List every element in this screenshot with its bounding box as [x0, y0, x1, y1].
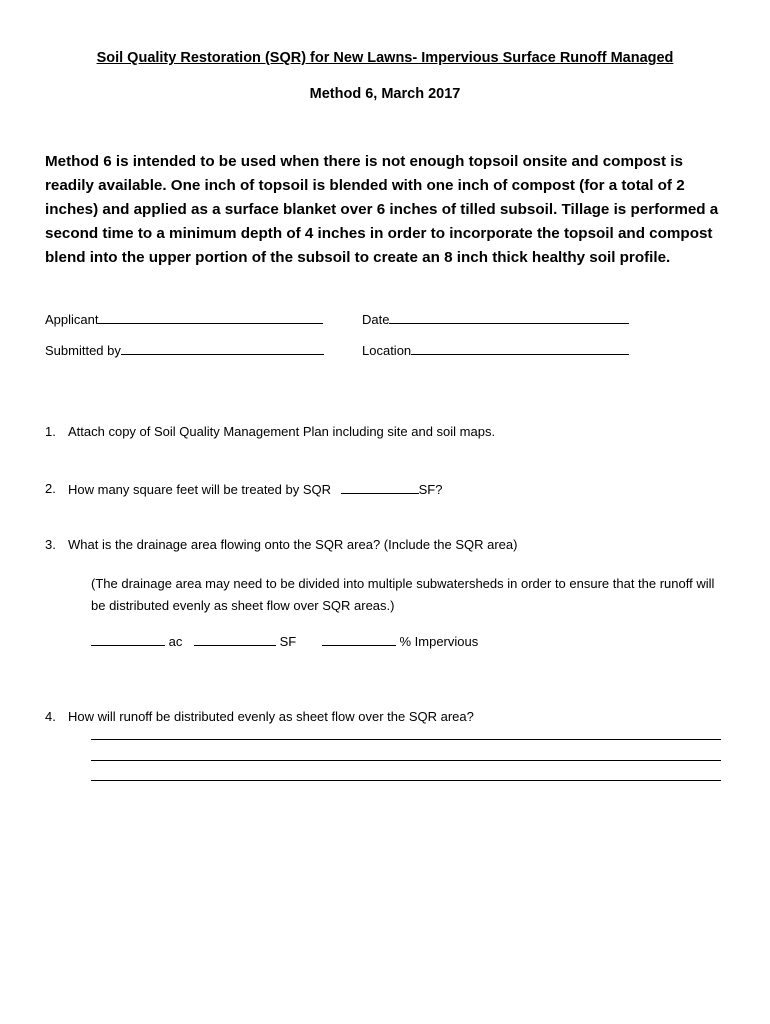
date-label: Date [362, 312, 390, 327]
question-2-line [68, 481, 442, 497]
submitted-by-field [45, 342, 324, 358]
answer-line-1[interactable] [91, 739, 721, 740]
question-number: 4. [45, 709, 56, 724]
submitted-by-label: Submitted by [45, 343, 121, 358]
answer-line-2[interactable] [91, 760, 721, 761]
document-subtitle: Method 6, March 2017 [309, 86, 461, 102]
question-text: How will runoff be distributed evenly as sheet flow over the SQR area? [68, 709, 474, 724]
drainage-acres-input[interactable] [91, 633, 165, 646]
square-feet-input[interactable] [341, 481, 419, 494]
question-number: 3. [45, 537, 56, 552]
drainage-inputs [91, 633, 478, 649]
date-input[interactable] [389, 311, 629, 324]
question-number: 1. [45, 424, 56, 439]
question-number: 2. [45, 481, 56, 496]
drainage-note: (The drainage area may need to be divided into multiple subwatersheds in order to ensure that the runoff will be distributed evenly as sheet flow over SQR areas.) [91, 576, 715, 613]
unit-sf: SF [279, 634, 297, 649]
applicant-label: Applicant [45, 312, 99, 327]
document-title: Soil Quality Restoration (SQR) for New Lawns- Impervious Surface Runoff Managed [96, 50, 674, 66]
location-label: Location [362, 343, 412, 358]
location-field [362, 342, 629, 358]
intro-paragraph: Method 6 is intended to be used when there is not enough topsoil onsite and compost is readily available. One inch of topsoil is blended with one inch of compost (for a total of 2 inches) and applied as a surface blanket over 6 inches of tilled subsoil. Tillage is performed a second time to a minimum depth of 4 inches in order to incorporate the topsoil and compost blend into the upper portion of the subsoil to create an 8 inch thick healthy soil profile. [45, 153, 719, 266]
unit-impervious: % Impervious [399, 634, 479, 649]
question-text: How many square feet will be treated by SQR [68, 482, 332, 497]
date-field [362, 311, 629, 327]
location-input[interactable] [411, 342, 629, 355]
question-text: What is the drainage area flowing onto the SQR area? (Include the SQR area) [68, 537, 518, 552]
question-text: Attach copy of Soil Quality Management Plan including site and soil maps. [68, 424, 496, 439]
applicant-input[interactable] [98, 311, 323, 324]
question-suffix: SF? [418, 482, 443, 497]
impervious-percent-input[interactable] [322, 633, 396, 646]
answer-line-3[interactable] [91, 780, 721, 781]
drainage-sf-input[interactable] [194, 633, 276, 646]
submitted-by-input[interactable] [121, 342, 324, 355]
unit-ac: ac [168, 634, 183, 649]
applicant-field [45, 311, 323, 327]
